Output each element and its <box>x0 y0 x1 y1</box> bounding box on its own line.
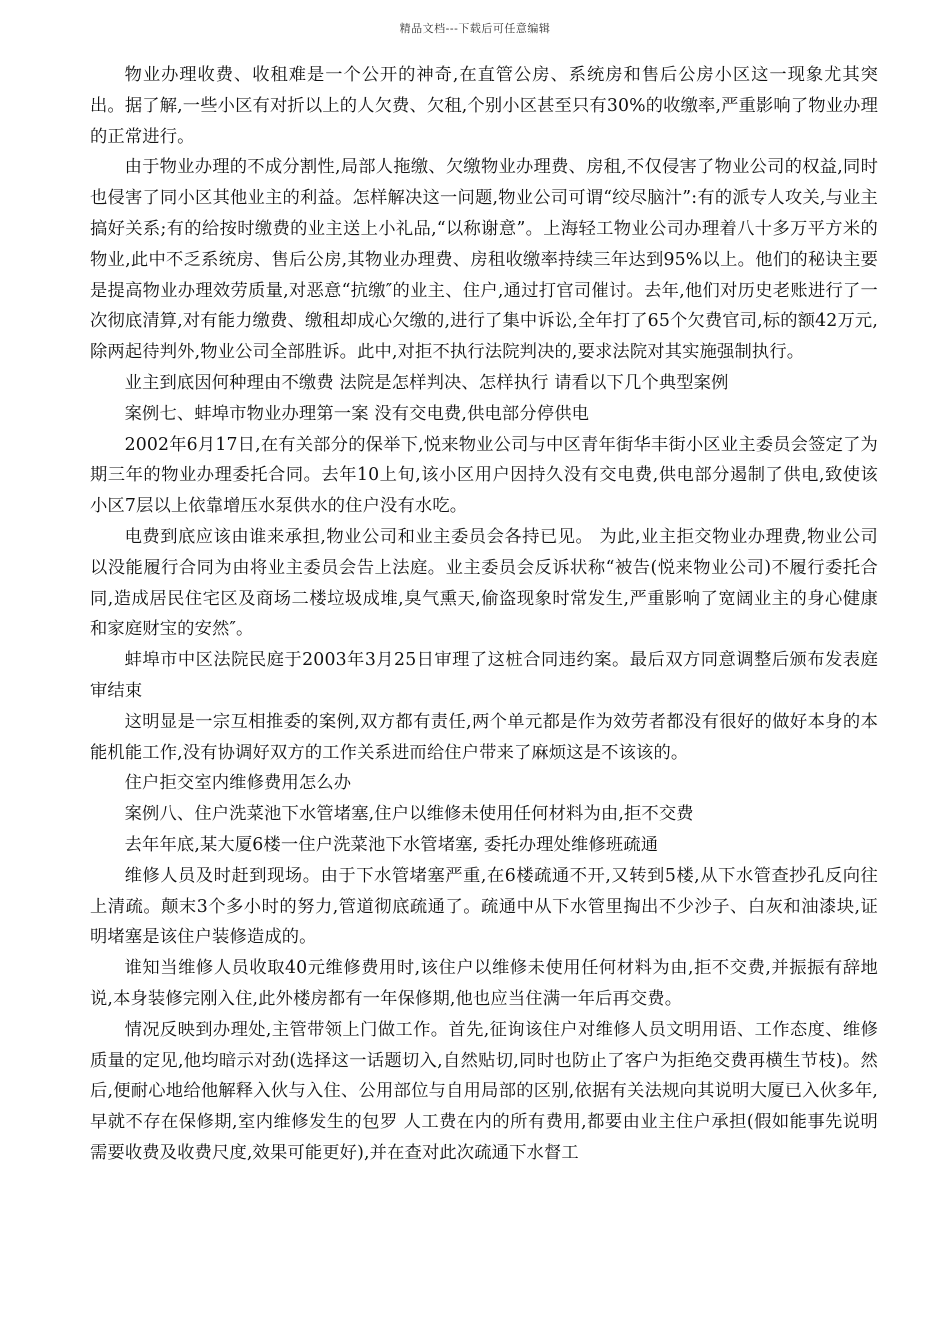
paragraph: 蚌埠市中区法院民庭于2003年3月25日审理了这桩合同违约案。最后双方同意调整后颁布发表庭审结束 <box>90 650 878 701</box>
paragraph: 谁知当维修人员收取40元维修费用时,该住户以维修未使用任何材料为由,拒不交费,并振振有辞地说,本身装修完刚入住,此外楼房都有一年保修期,他也应当住满一年后再交费。 <box>90 958 878 1009</box>
case-heading: 案例七、蚌埠市物业办理第一案 没有交电费,供电部分停供电 <box>124 403 590 424</box>
paragraph: 维修人员及时赶到现场。由于下水管堵塞严重,在6楼疏通不开,又转到5楼,从下水管查抄孔反向往上清疏。颠末3个多小时的努力,管道彻底疏通了。疏通中从下水管里掏出不少沙子、白灰和油漆块,证明堵塞是该住户装修造成的。 <box>90 865 878 948</box>
paragraph: 由于物业办理的不成分割性,局部人拖缴、欠缴物业办理费、房租,不仅侵害了物业公司的权益,同时也侵害了同小区其他业主的利益。怎样解决这一问题,物业公司可谓“绞尽脑汁”:有的派专人攻关,与业主搞好关系;有的给按时缴费的业主送上小礼品,“以称谢意”。上海轻工物业公司办理着八十多万平方米的物业,此中不乏系统房、售后公房,其物业办理费、房租收缴率持续三年达到95%以上。他们的秘诀主要是提高物业办理效劳质量,对恶意“抗缴″的业主、住户,通过打官司催讨。去年,他们对历史老账进行了一次彻底清算,对有能力缴费、缴租却成心欠缴的,进行了集中诉讼,全年打了65个欠费官司,标的额42万元,除两起待判外,物业公司全部胜诉。此中,对拒不执行法院判决的,要求法院对其实施强制执行。 <box>90 157 878 363</box>
paragraph: 情况反映到办理处,主管带领上门做工作。首先,征询该住户对维修人员文明用语、工作态度、维修质量的定见,他均暗示对劲(选择这一话题切入,自然贴切,同时也防止了客户为拒绝交费再横生节枝)。然后,便耐心地给他解释入伙与入住、公用部位与自用局部的区别,依据有关法规向其说明大厦已入伙多年,早就不存在保修期,室内维修发生的包罗 人工费在内的所有费用,都要由业主住户承担(假如能事先说明需要收费及收费尺度,效果可能更好),并在查对此次疏通下水督工 <box>90 1019 878 1163</box>
paragraph: 去年年底,某大厦6楼一住户洗菜池下水管堵塞, 委托办理处维修班疏通 <box>124 834 659 855</box>
case-heading: 案例八、住户洗菜池下水管堵塞,住户以维修未使用任何材料为由,拒不交费 <box>124 804 694 825</box>
paragraph: 这明显是一宗互相推委的案例,双方都有责任,两个单元都是作为效劳者都没有很好的做好本身的本能机能工作,没有协调好双方的工作关系进而给住户带来了麻烦这是不该该的。 <box>90 711 878 763</box>
page-header-watermark: 精品文档---下载后可任意编辑 <box>399 22 551 35</box>
paragraph: 2002年6月17日,在有关部分的保举下,悦来物业公司与中区青年街华丰街小区业主委员会签定了为期三年的物业办理委托合同。去年10上旬,该小区用户因持久没有交电费,供电部分遏制了供电,致使该小区7层以上依靠增压水泵供水的住户没有水吃。 <box>90 434 878 517</box>
paragraph: 电费到底应该由谁来承担,物业公司和业主委员会各持已见。 为此,业主拒交物业办理费,物业公司以没能履行合同为由将业主委员会告上法庭。业主委员会反诉状称“被告(悦来物业公司)不履行委托合同,造成居民住宅区及商场二楼垃圾成堆,臭气熏天,偷盗现象时常发生,严重影响了宽阔业主的身心健康和家庭财宝的安然″。 <box>90 526 878 640</box>
section-heading: 住户拒交室内维修费用怎么办 <box>124 773 352 794</box>
paragraph: 物业办理收费、收租难是一个公开的神奇,在直管公房、系统房和售后公房小区这一现象尤其突出。据了解,一些小区有对折以上的人欠费、欠租,个别小区甚至只有30%的收缴率,严重影响了物业办理的正常进行。 <box>90 65 878 147</box>
paragraph: 业主到底因何种理由不缴费 法院是怎样判决、怎样执行 请看以下几个典型案例 <box>124 372 729 393</box>
document-body <box>90 60 878 1169</box>
